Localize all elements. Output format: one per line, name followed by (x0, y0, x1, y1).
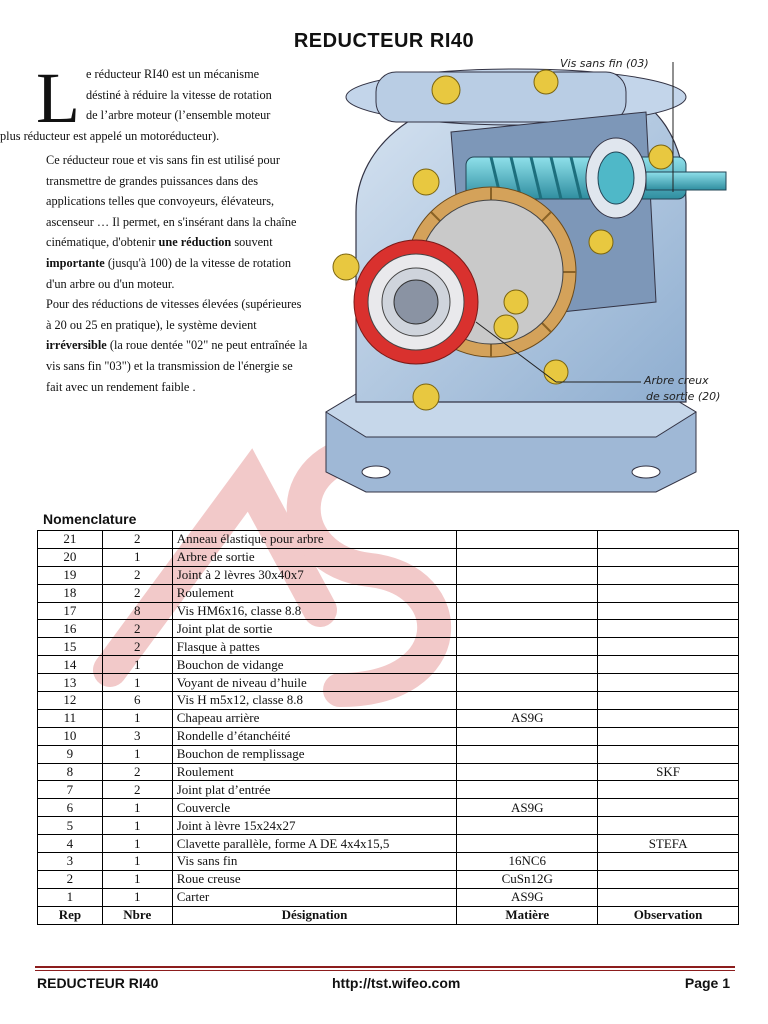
table-cell-obs: STEFA (598, 835, 739, 853)
table-cell-rep: 21 (38, 531, 103, 549)
table-cell-nbre: 2 (102, 584, 172, 602)
body-text (46, 150, 308, 397)
table-cell-nbre: 1 (102, 656, 172, 674)
page-title: REDUCTEUR RI40 (293, 30, 475, 52)
table-cell-mat (457, 692, 598, 710)
table-cell-des: Bouchon de remplissage (172, 745, 457, 763)
table-cell-mat: 16NC6 (457, 853, 598, 871)
table-header-rep: Rep (38, 906, 103, 924)
table-cell-des: Vis H m5x12, classe 8.8 (172, 692, 457, 710)
table-row (38, 781, 739, 799)
table-cell-des: Joint à 2 lèvres 30x40x7 (172, 566, 457, 584)
text-span: (la roue dentée "02" ne peut entraînée la vis sans fin "03") et la transmission de l'énergie se fait avec un rendement faible . (46, 338, 308, 394)
table-cell-nbre: 2 (102, 781, 172, 799)
table-cell-nbre: 1 (102, 548, 172, 566)
table-cell-rep: 18 (38, 584, 103, 602)
body-paragraph-2 (46, 294, 308, 397)
table-cell-obs (598, 870, 739, 888)
table-cell-des: Voyant de niveau d’huile (172, 674, 457, 692)
table-cell-rep: 17 (38, 602, 103, 620)
table-cell-obs (598, 674, 739, 692)
table-cell-des: Joint plat de sortie (172, 620, 457, 638)
table-cell-mat: AS9G (457, 888, 598, 906)
table-cell-obs (598, 584, 739, 602)
table-cell-rep: 15 (38, 638, 103, 656)
table-row (38, 674, 739, 692)
table-cell-des: Vis sans fin (172, 853, 457, 871)
intro-line-4: plus réducteur est appelé un motoréducteur). (0, 128, 220, 143)
table-cell-rep: 6 (38, 799, 103, 817)
table-cell-rep: 2 (38, 870, 103, 888)
table-cell-nbre: 1 (102, 835, 172, 853)
table-cell-rep: 8 (38, 763, 103, 781)
table-cell-des: Joint à lèvre 15x24x27 (172, 817, 457, 835)
intro-line-3: de l’arbre moteur (l’ensemble moteur (86, 108, 271, 123)
table-row (38, 656, 739, 674)
table-cell-obs (598, 888, 739, 906)
footer-link[interactable]: http://tst.wifeo.com (332, 975, 461, 991)
table-row (38, 763, 739, 781)
table-row (38, 602, 739, 620)
label-arbre-creux-1: Arbre creux (644, 374, 709, 387)
table-cell-mat (457, 763, 598, 781)
footer-rule (35, 966, 735, 968)
table-cell-des: Roulement (172, 584, 457, 602)
table-cell-mat (457, 584, 598, 602)
body-paragraph-1 (46, 150, 308, 294)
table-cell-mat (457, 727, 598, 745)
table-cell-des: Couvercle (172, 799, 457, 817)
table-cell-rep: 9 (38, 745, 103, 763)
table-cell-obs (598, 781, 739, 799)
footer-left: REDUCTEUR RI40 (37, 975, 159, 991)
table-cell-mat (457, 835, 598, 853)
table-cell-rep: 1 (38, 888, 103, 906)
table-cell-nbre: 1 (102, 799, 172, 817)
table-cell-nbre: 1 (102, 817, 172, 835)
table-cell-obs: SKF (598, 763, 739, 781)
table-header-nbre: Nbre (102, 906, 172, 924)
table-cell-des: Joint plat d’entrée (172, 781, 457, 799)
table-cell-rep: 5 (38, 817, 103, 835)
intro-line-2: déstiné à réduire la vitesse de rotation (86, 87, 272, 102)
table-cell-nbre: 2 (102, 638, 172, 656)
table-cell-des: Chapeau arrière (172, 709, 457, 727)
table-row (38, 566, 739, 584)
footer-rule-thin (35, 970, 735, 971)
table-header-obs: Observation (598, 906, 739, 924)
table-cell-mat (457, 602, 598, 620)
table-cell-nbre: 1 (102, 709, 172, 727)
table-header-des: Désignation (172, 906, 457, 924)
table-cell-obs (598, 745, 739, 763)
table-row (38, 709, 739, 727)
table-cell-nbre: 8 (102, 602, 172, 620)
text-span: (jusqu'à 100) de la vitesse de rotation d'un arbre ou d'un moteur. (46, 255, 292, 291)
table-cell-nbre: 1 (102, 674, 172, 692)
table-cell-rep: 10 (38, 727, 103, 745)
table-cell-mat (457, 781, 598, 799)
table-cell-obs (598, 709, 739, 727)
table-row (38, 745, 739, 763)
table-cell-nbre: 1 (102, 853, 172, 871)
table-row (38, 620, 739, 638)
table-cell-nbre: 2 (102, 566, 172, 584)
table-row (38, 548, 739, 566)
table-cell-rep: 16 (38, 620, 103, 638)
table-cell-nbre: 2 (102, 531, 172, 549)
table-cell-mat (457, 674, 598, 692)
table-cell-obs (598, 656, 739, 674)
reducer-drawing (316, 52, 736, 497)
table-row (38, 799, 739, 817)
table-cell-mat (457, 548, 598, 566)
nomenclature-table-body (38, 531, 739, 925)
table-cell-obs (598, 692, 739, 710)
table-cell-des: Flasque à pattes (172, 638, 457, 656)
table-cell-nbre: 1 (102, 870, 172, 888)
table-row (38, 638, 739, 656)
intro-paragraph (0, 58, 301, 146)
table-row (38, 584, 739, 602)
table-cell-des: Bouchon de vidange (172, 656, 457, 674)
label-vis-sans-fin: Vis sans fin (03) (560, 57, 649, 70)
table-cell-des: Vis HM6x16, classe 8.8 (172, 602, 457, 620)
nomenclature-title: Nomenclature (43, 511, 137, 527)
table-cell-obs (598, 727, 739, 745)
bold-span: une réduction (158, 235, 232, 250)
table-cell-rep: 12 (38, 692, 103, 710)
table-cell-nbre: 6 (102, 692, 172, 710)
table-header-mat: Matière (457, 906, 598, 924)
table-cell-rep: 4 (38, 835, 103, 853)
table-cell-mat (457, 656, 598, 674)
table-cell-mat: CuSn12G (457, 870, 598, 888)
nomenclature-table (37, 530, 739, 925)
table-cell-obs (598, 531, 739, 549)
table-cell-des: Anneau élastique pour arbre (172, 531, 457, 549)
table-cell-obs (598, 853, 739, 871)
text-span: Pour des réductions de vitesses élevées (supérieures à 20 ou 25 en pratique), le système devient (46, 297, 302, 332)
table-cell-des: Roulement (172, 763, 457, 781)
table-row (38, 727, 739, 745)
table-cell-mat (457, 566, 598, 584)
text-span: Ce réducteur roue et vis sans fin est utilisé pour transmettre de grandes puissances dans des applications telles que convoyeurs, élévateurs, ascenseur … Il permet, en s'insérant dans la chaîne cinématique, d'obtenir (46, 153, 297, 250)
table-cell-des: Arbre de sortie (172, 548, 457, 566)
table-row (38, 692, 739, 710)
table-cell-obs (598, 638, 739, 656)
label-arbre-creux-2: de sortie (20) (646, 390, 721, 403)
table-cell-des: Clavette parallèle, forme A DE 4x4x15,5 (172, 835, 457, 853)
drop-cap: L (36, 58, 80, 138)
table-row (38, 817, 739, 835)
table-cell-obs (598, 548, 739, 566)
table-cell-rep: 13 (38, 674, 103, 692)
table-cell-mat (457, 817, 598, 835)
table-row (38, 531, 739, 549)
table-cell-des: Carter (172, 888, 457, 906)
intro-line-1: e réducteur RI40 est un mécanisme (86, 67, 260, 81)
table-header-row (38, 906, 739, 924)
table-cell-mat (457, 620, 598, 638)
table-cell-rep: 3 (38, 853, 103, 871)
text-span: souvent (231, 235, 273, 250)
table-cell-mat (457, 531, 598, 549)
table-cell-mat (457, 638, 598, 656)
bold-span: irréversible (46, 338, 107, 353)
table-cell-obs (598, 566, 739, 584)
table-row (38, 888, 739, 906)
table-cell-nbre: 2 (102, 620, 172, 638)
table-cell-nbre: 2 (102, 763, 172, 781)
table-cell-des: Rondelle d’étanchéité (172, 727, 457, 745)
table-cell-rep: 7 (38, 781, 103, 799)
reducer-figure (316, 52, 736, 497)
table-cell-obs (598, 602, 739, 620)
table-cell-mat: AS9G (457, 799, 598, 817)
footer-page-number: Page 1 (684, 975, 730, 991)
table-cell-rep: 19 (38, 566, 103, 584)
table-cell-rep: 20 (38, 548, 103, 566)
table-row (38, 853, 739, 871)
table-cell-des: Roue creuse (172, 870, 457, 888)
table-cell-nbre: 1 (102, 745, 172, 763)
table-cell-obs (598, 799, 739, 817)
table-cell-mat (457, 745, 598, 763)
table-cell-obs (598, 620, 739, 638)
table-cell-mat: AS9G (457, 709, 598, 727)
table-cell-nbre: 3 (102, 727, 172, 745)
table-cell-obs (598, 817, 739, 835)
table-cell-rep: 14 (38, 656, 103, 674)
table-cell-rep: 11 (38, 709, 103, 727)
table-row (38, 835, 739, 853)
table-row (38, 870, 739, 888)
bold-span: importante (46, 255, 105, 270)
table-cell-nbre: 1 (102, 888, 172, 906)
